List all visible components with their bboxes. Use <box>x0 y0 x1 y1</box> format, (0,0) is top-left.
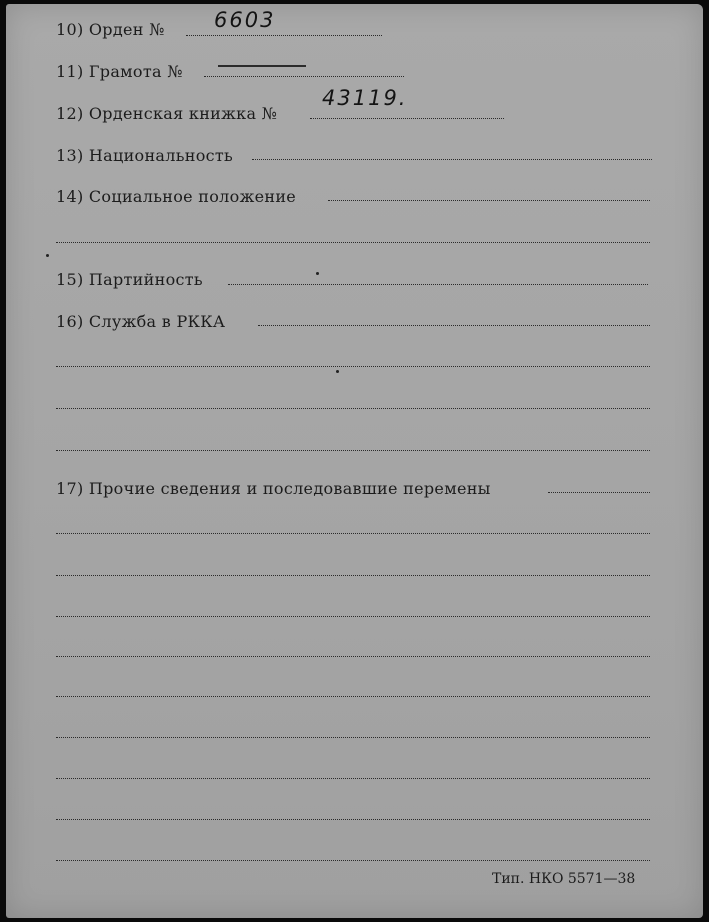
field-17-extra-line <box>56 737 650 738</box>
field-17-extra-line <box>56 819 650 820</box>
field-14-extra-line <box>56 242 650 243</box>
print-code: Тип. НКО 5571—38 <box>492 871 636 887</box>
field-17-extra-line <box>56 656 650 657</box>
field-16-extra-line <box>56 408 650 409</box>
field-17-extra-line <box>56 575 650 576</box>
field-16-extra-line <box>56 366 650 367</box>
field-17-extra-line <box>56 860 650 861</box>
field-17-extra-line <box>56 696 650 697</box>
field-12-label: 12) Орденская книжка № <box>56 104 278 123</box>
field-11-dash-mark <box>218 65 306 67</box>
field-12-line <box>310 118 504 119</box>
field-15-line <box>228 284 648 285</box>
field-14-label: 14) Социальное положение <box>56 187 297 206</box>
field-17-extra-line <box>56 616 650 617</box>
field-17-line <box>548 492 650 493</box>
form-sheet <box>6 4 703 918</box>
field-17-extra-line <box>56 778 650 779</box>
paper-speck <box>316 272 319 275</box>
field-16-extra-line <box>56 450 650 451</box>
field-13-label: 13) Национальность <box>56 146 234 165</box>
field-15-label: 15) Партийность <box>56 270 203 289</box>
field-12-value: 43119. <box>322 86 408 110</box>
field-14-line <box>328 200 650 201</box>
field-10-value: 6603 <box>214 8 276 32</box>
field-16-line <box>258 325 650 326</box>
field-17-label: 17) Прочие сведения и последовавшие перемены <box>56 479 491 498</box>
paper-speck <box>336 370 339 373</box>
field-10-line <box>186 35 382 36</box>
field-11-label: 11) Грамота № <box>56 62 183 81</box>
field-10-label: 10) Орден № <box>56 20 165 39</box>
field-17-extra-line <box>56 533 650 534</box>
field-13-line <box>252 159 652 160</box>
field-11-line <box>204 76 404 77</box>
field-16-label: 16) Служба в РККА <box>56 312 226 331</box>
paper-speck <box>46 254 49 257</box>
